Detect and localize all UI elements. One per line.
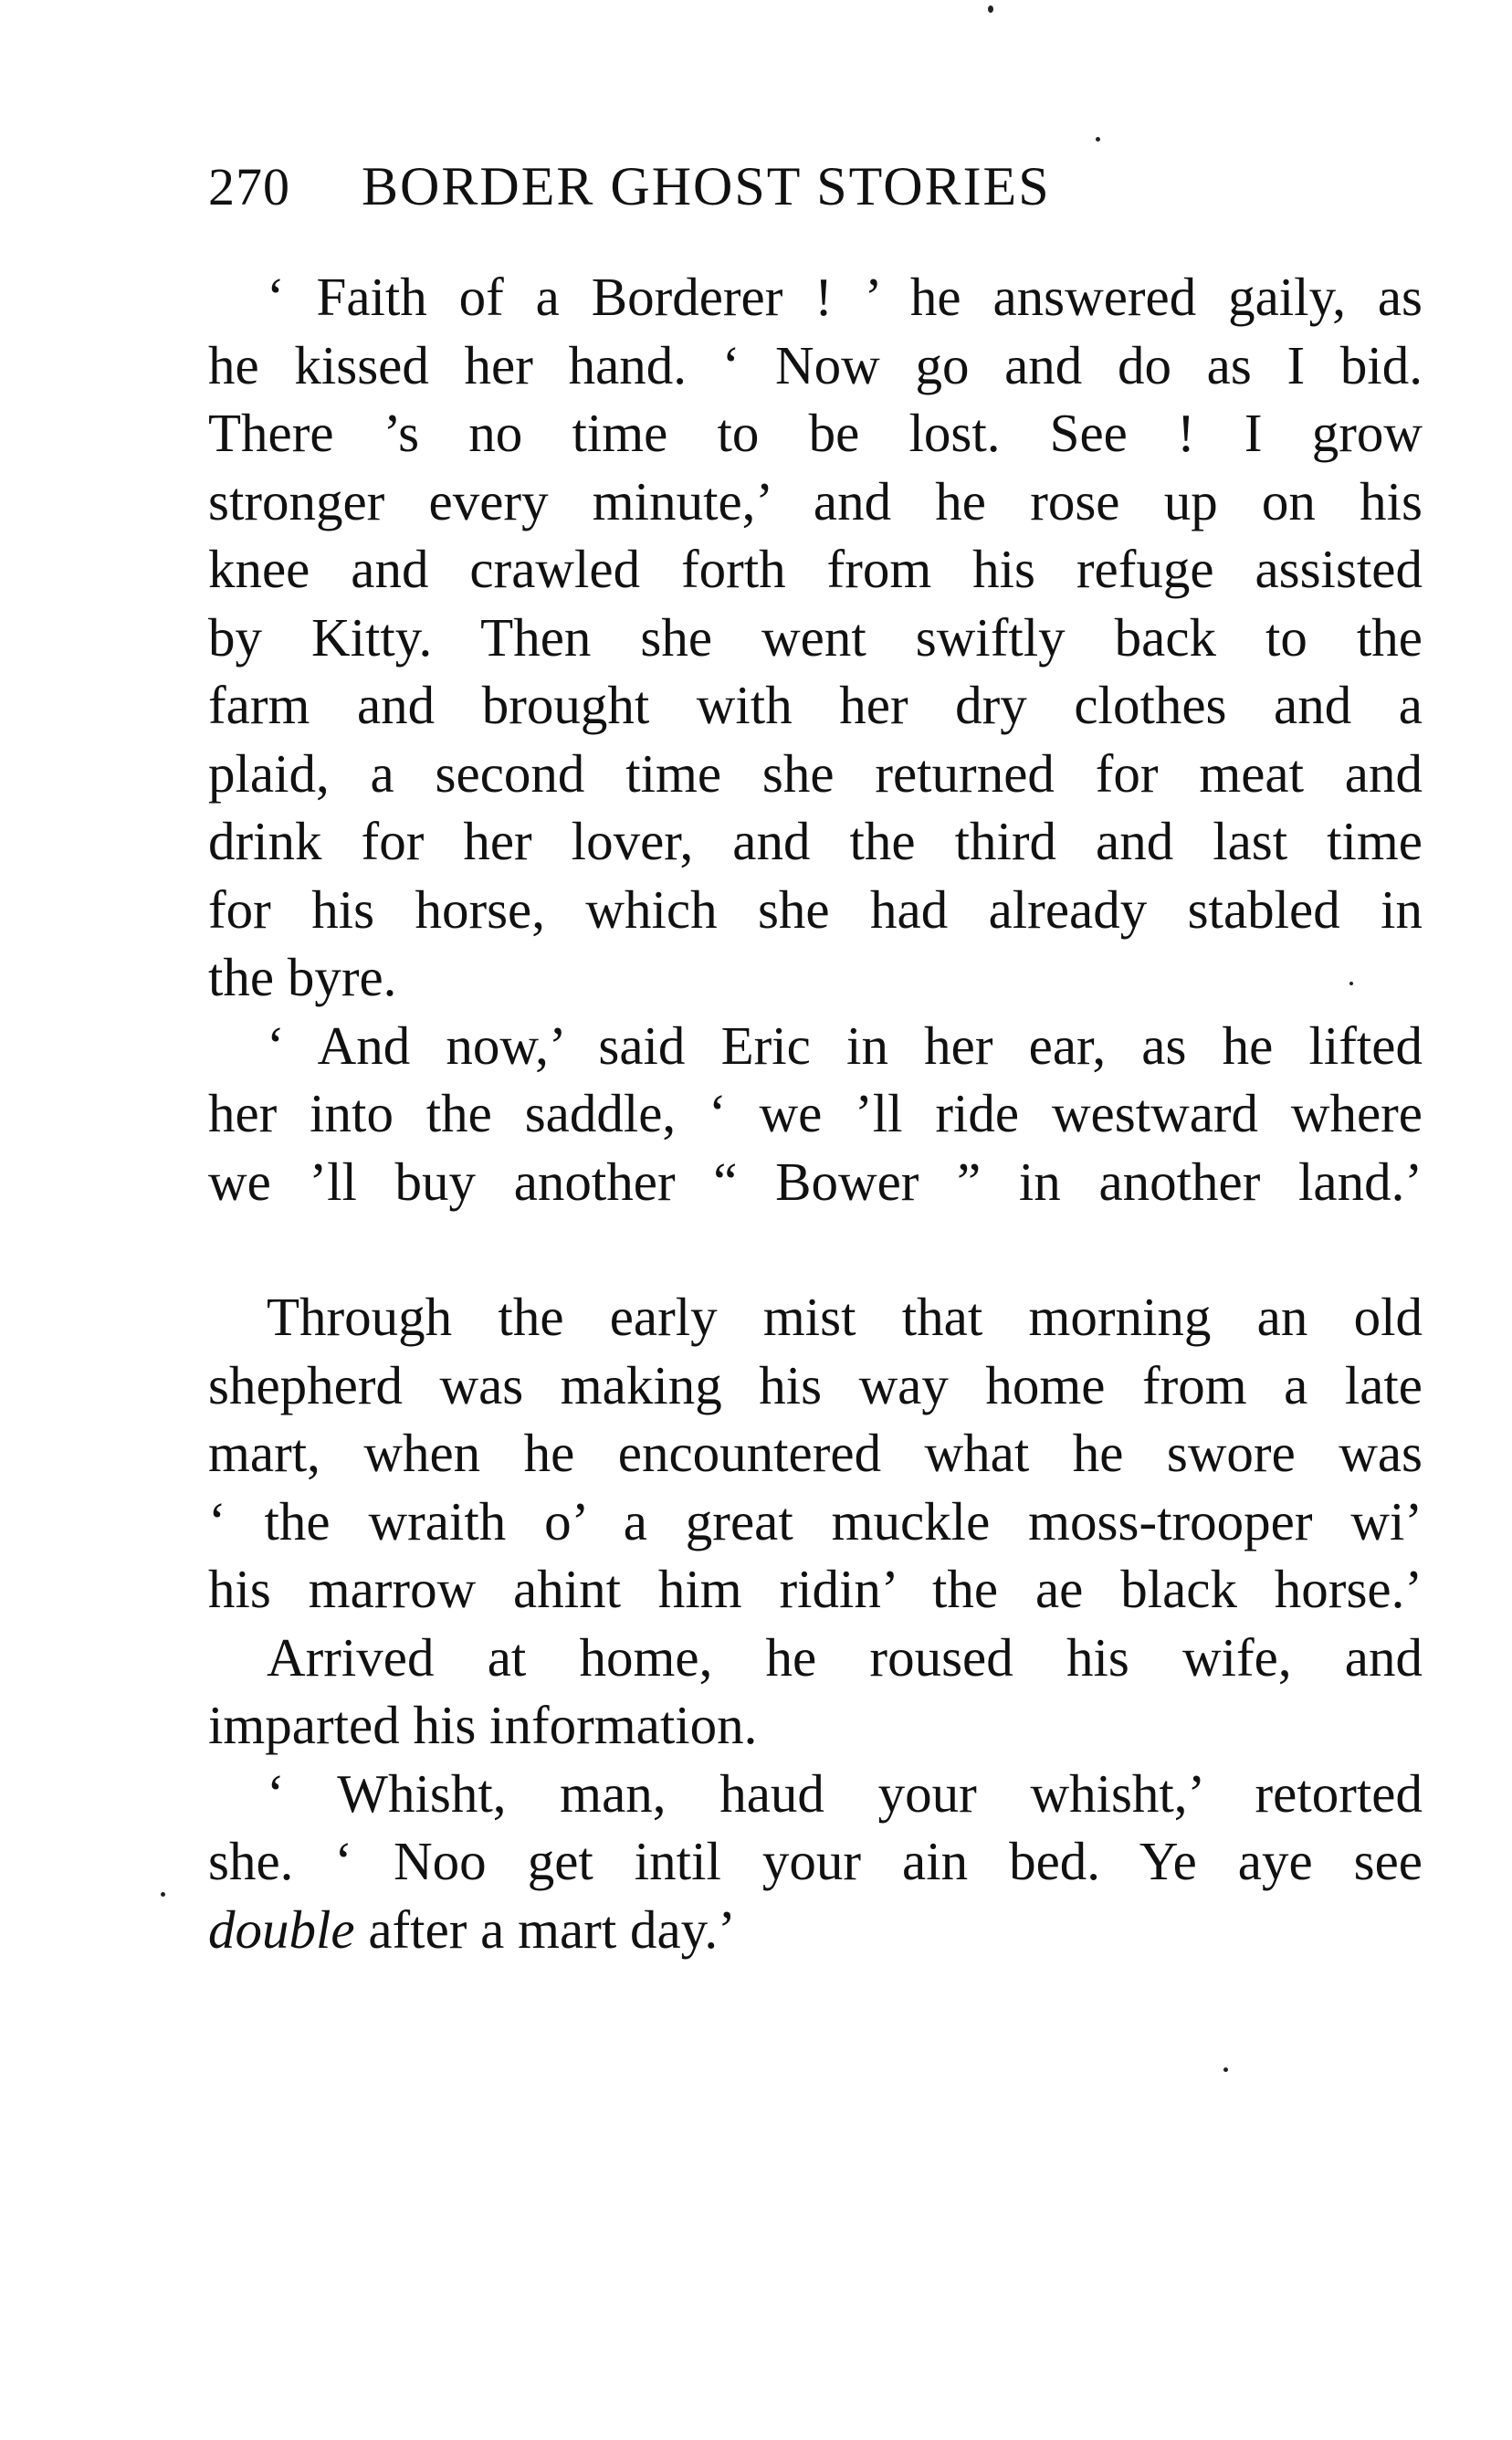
text-line: drink for her lover, and the third and last time [208, 811, 1423, 871]
text-line: ‘ And now,’ said Eric in her ear, as he lifted [267, 1015, 1423, 1076]
text-fragment: after a mart day.’ [354, 1898, 736, 1960]
text-line: stronger every minute,’ and he rose up on his [208, 470, 1423, 531]
text-line: farm and brought with her dry clothes and a [208, 675, 1423, 735]
page-number: 270 [208, 157, 290, 216]
text-line: his marrow ahint him ridin’ the ae black horse.’ [208, 1559, 1423, 1619]
text-line: shepherd was making his way home from a late [208, 1354, 1423, 1415]
paragraph [208, 1012, 1423, 1216]
text-line: mart, when he encountered what he swore was [208, 1423, 1423, 1483]
paragraph [208, 1624, 1423, 1760]
page-header [208, 155, 1423, 228]
text-line: we ’ll buy another “ Bower ” in another land.’ [208, 1151, 1423, 1212]
text-line: ‘ Whisht, man, haud your whisht,’ retorted [267, 1762, 1423, 1824]
text-line [208, 1896, 1423, 1964]
text-line: ‘ Faith of a Borderer ! ’ he answered gaily, as [267, 267, 1423, 327]
text-line: for his horse, which she had already stabled in [208, 878, 1423, 940]
section-break [208, 1215, 1423, 1283]
text-line: he kissed her hand. ‘ Now go and do as I bid. [208, 334, 1423, 395]
text-line: knee and crawled forth from his refuge assisted [208, 539, 1423, 599]
paragraph [208, 1760, 1423, 1964]
text-line: Arrived at home, he roused his wife, and [267, 1626, 1423, 1688]
text-line: she. ‘ Noo get intil your ain bed. Ye aye see [208, 1831, 1423, 1891]
print-speck [1096, 137, 1100, 142]
body-text [208, 263, 1423, 1963]
paragraph [208, 1283, 1423, 1624]
text-line: Through the early mist that morning an old [267, 1287, 1423, 1347]
text-line: ‘ the wraith o’ a great muckle moss-trooper wi’ [208, 1490, 1423, 1551]
italic-word: double [208, 1898, 355, 1960]
text-line: her into the saddle, ‘ we ’ll ride westward where [208, 1083, 1423, 1143]
book-page [208, 155, 1423, 1963]
print-speck [161, 1892, 165, 1897]
text-line: imparted his information. [208, 1695, 758, 1755]
running-head: BORDER GHOST STORIES [362, 156, 1051, 216]
paragraph [208, 263, 1423, 1012]
print-speck [988, 5, 993, 13]
text-line: by Kitty. Then she went swiftly back to the [208, 606, 1423, 668]
text-line: plaid, a second time she returned for meat and [208, 742, 1423, 804]
text-line: the byre. [208, 947, 397, 1007]
print-speck [1223, 2067, 1228, 2072]
text-line: There ’s no time to be lost. See ! I grow [208, 403, 1423, 463]
